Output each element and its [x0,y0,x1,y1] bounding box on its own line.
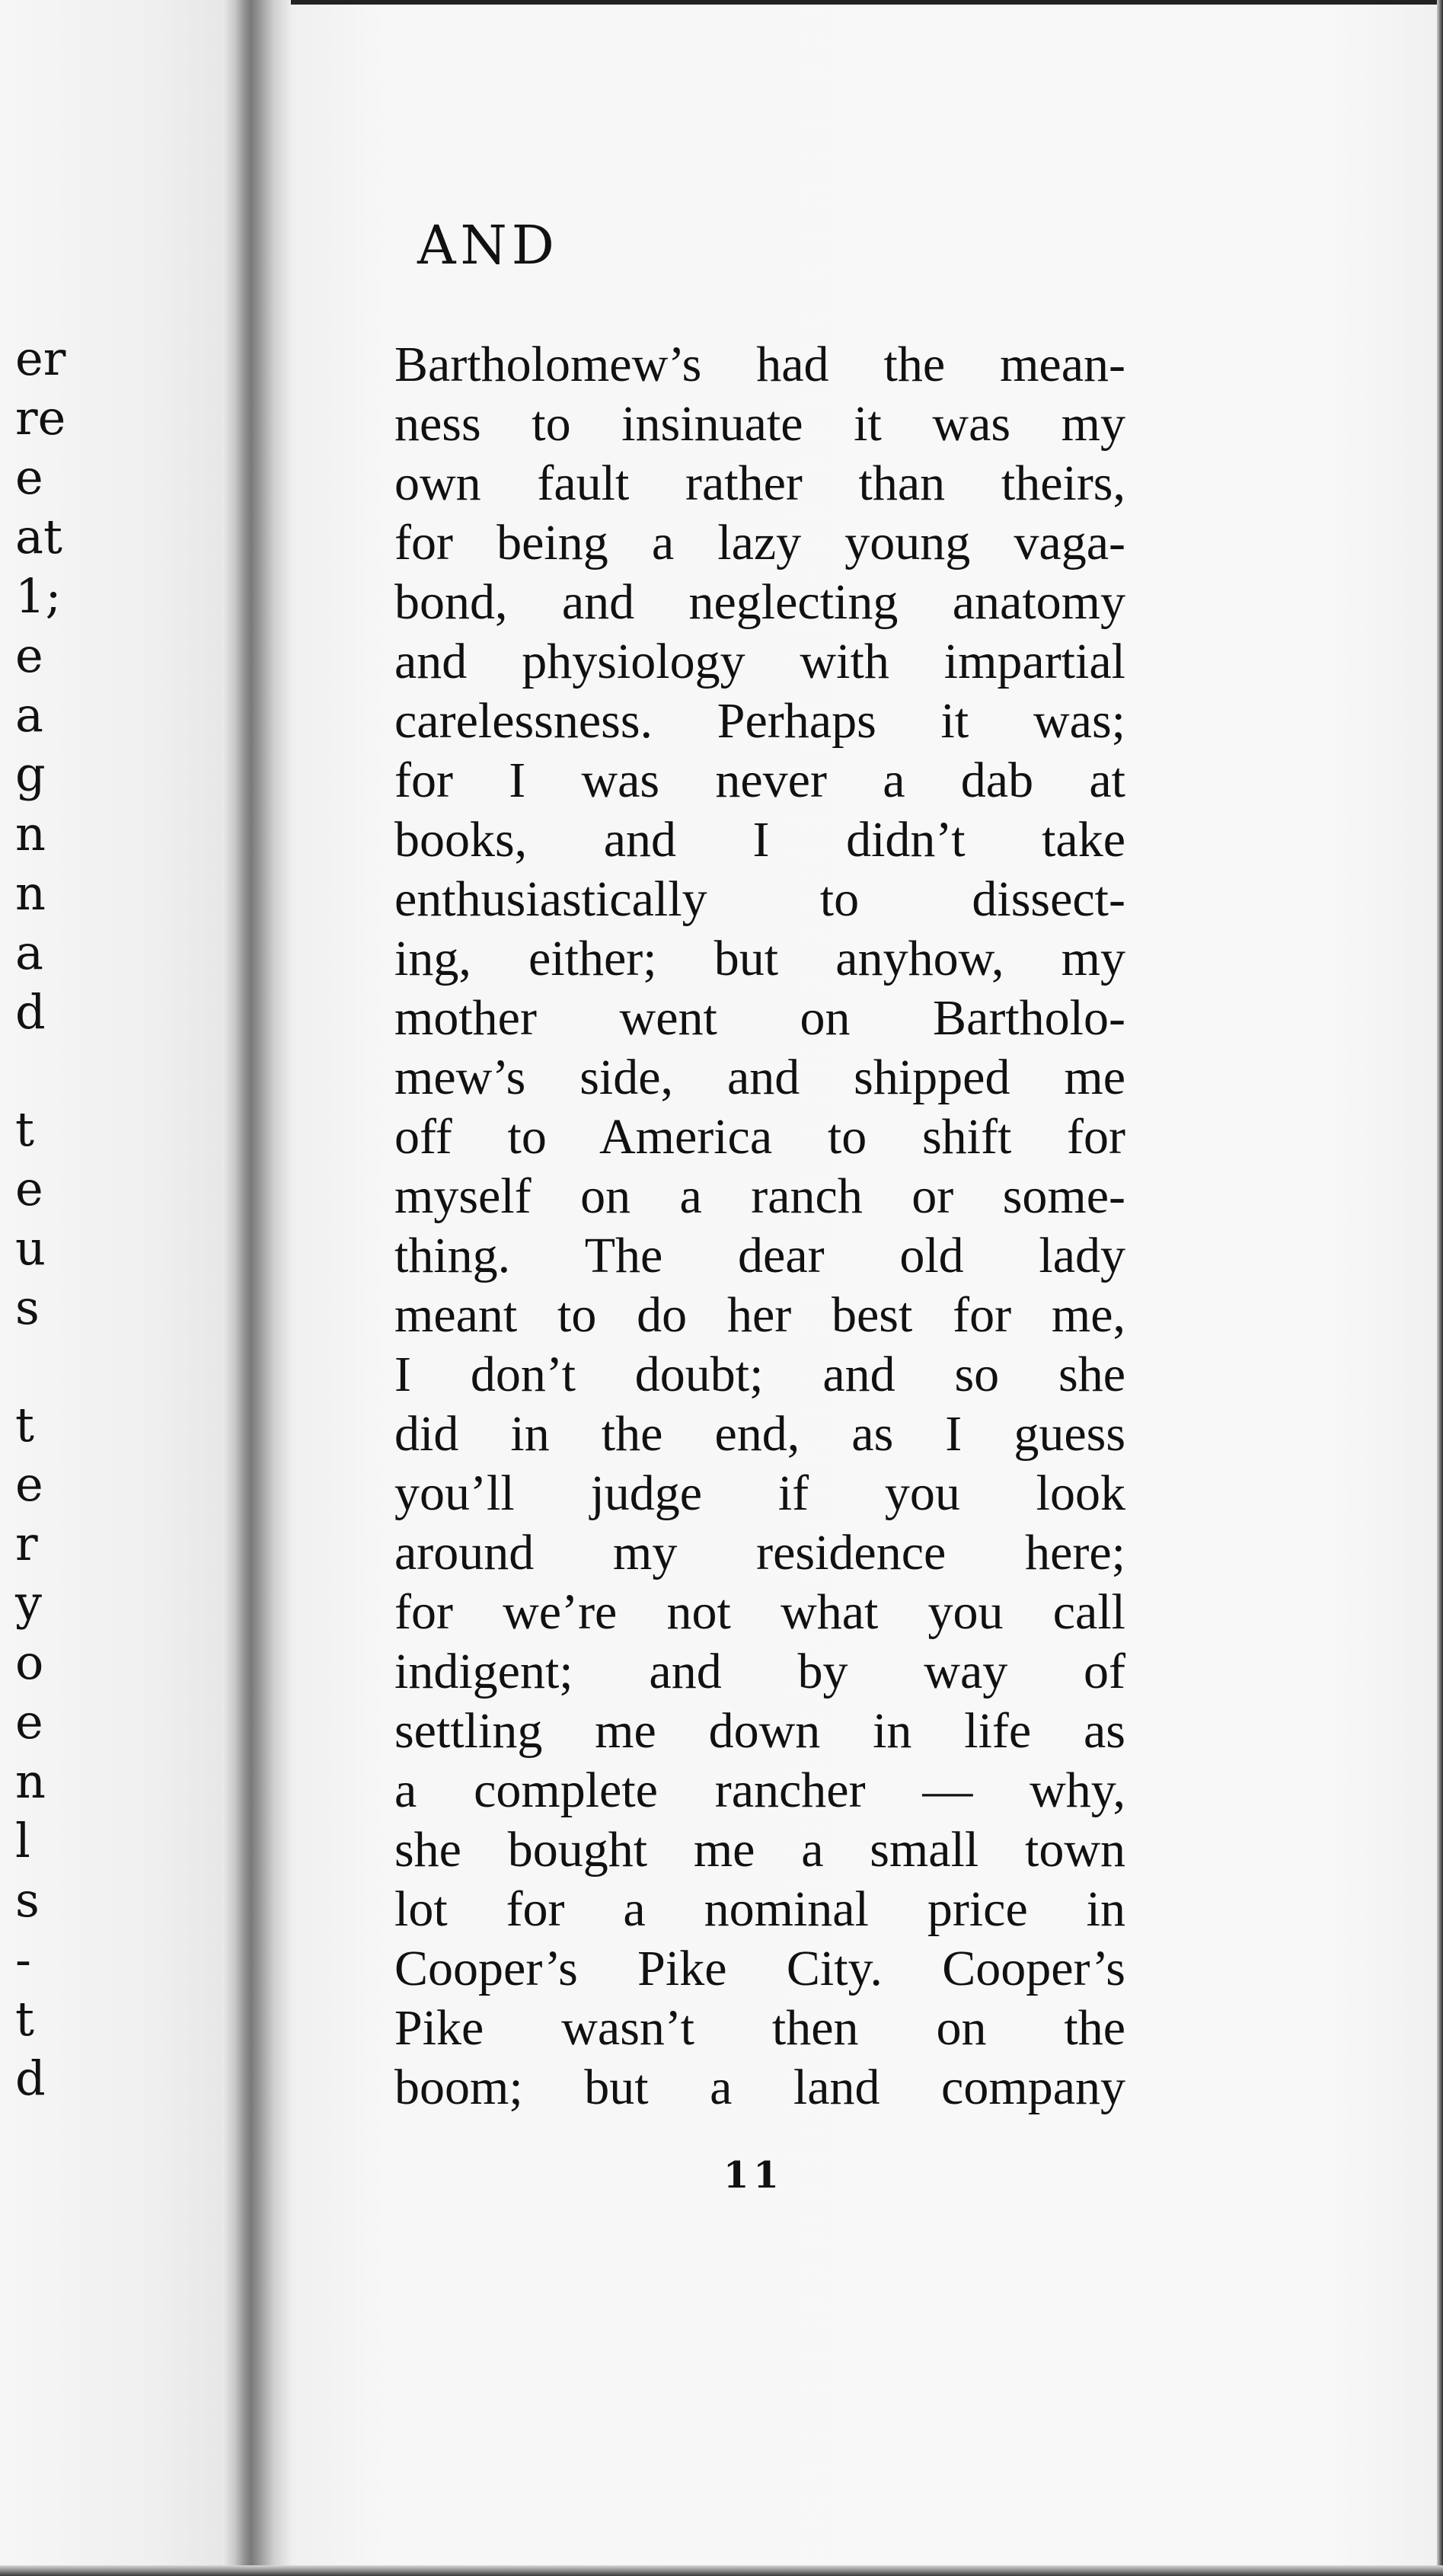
text-line: meant to do her best for me, [394,1287,1125,1343]
left-page-fragment: y [15,1575,43,1631]
left-page-fragment: s [15,1872,40,1928]
text-line: carelessness. Perhaps it was; [394,693,1125,749]
text-line: books, and I didn’t take [394,812,1125,868]
page-right-edge [1437,0,1443,2576]
text-line: you’ll judge if you look [394,1465,1125,1521]
text-line: around my residence here; [394,1525,1125,1580]
text-line: mew’s side, and shipped me [394,1050,1125,1105]
text-line: for we’re not what you call [394,1584,1125,1640]
text-line: she bought me a small town [394,1822,1125,1878]
body-text [394,335,1125,2117]
left-page-fragment: e [15,1456,43,1512]
text-line: bond, and neglecting anatomy [394,574,1125,630]
text-line: boom; but a land company [394,2060,1125,2115]
text-line: Cooper’s Pike City. Cooper’s [394,1941,1125,1996]
text-line: ness to insinuate it was my [394,396,1125,452]
text-line: Pike wasn’t then on the [394,2000,1125,2056]
left-page-fragment: n [15,1753,46,1809]
left-page-fragment: a [15,687,43,743]
text-line: enthusiastically to dissect- [394,871,1125,927]
text-line: myself on a ranch or some- [394,1168,1125,1224]
text-line: mother went on Bartholo- [394,990,1125,1046]
page-top-edge [291,0,1443,5]
page-bottom-edge [0,2565,1443,2576]
text-line: and physiology with impartial [394,634,1125,689]
left-page-fragment: r [15,1516,38,1571]
text-line: indigent; and by way of [394,1644,1125,1699]
left-page-fragment: at [15,509,62,564]
left-page-fragment: n [15,806,46,861]
left-page-fragment: l [15,1813,30,1868]
left-page-fragment: - [15,1932,31,1987]
left-page-fragment: o [15,1635,44,1690]
text-line: off to America to shift for [394,1109,1125,1165]
left-page-fragment: er [15,331,66,386]
text-line: for I was never a dab at [394,753,1125,808]
left-page-fragment: e [15,1694,43,1750]
left-page-fragment: n [15,865,46,921]
left-page-fragment: t [15,1101,34,1157]
text-line: for being a lazy young vaga- [394,515,1125,570]
previous-page-sliver [0,0,228,2576]
text-line: I don’t doubt; and so she [394,1347,1125,1402]
left-page-fragment: t [15,1991,34,2047]
left-page-fragment: a [15,925,43,980]
left-page-fragment: e [15,628,43,683]
left-page-fragment: d [15,984,46,1040]
left-page-fragment: s [15,1280,40,1335]
left-page-fragment: 1; [15,568,62,624]
page-number: 11 [723,2154,784,2197]
left-page-fragment: re [15,390,66,446]
text-line: did in the end, as I guess [394,1406,1125,1462]
text-line: ing, either; but anyhow, my [394,931,1125,986]
left-page-fragment: g [15,746,46,802]
left-page-fragment: e [15,1161,43,1216]
text-line: settling me down in life as [394,1703,1125,1759]
left-page-fragment: d [15,2050,46,2106]
left-page-fragment: t [15,1397,34,1453]
binding-gutter [222,0,291,2576]
text-line: Bartholomew’s had the mean- [394,337,1125,392]
left-page-fragment: u [15,1220,46,1276]
running-head: AND [417,214,559,276]
text-line: own fault rather than theirs, [394,455,1125,511]
text-line: lot for a nominal price in [394,1881,1125,1937]
left-page-fragment: e [15,449,43,505]
text-line: thing. The dear old lady [394,1228,1125,1283]
text-line: a complete rancher — why, [394,1763,1125,1818]
